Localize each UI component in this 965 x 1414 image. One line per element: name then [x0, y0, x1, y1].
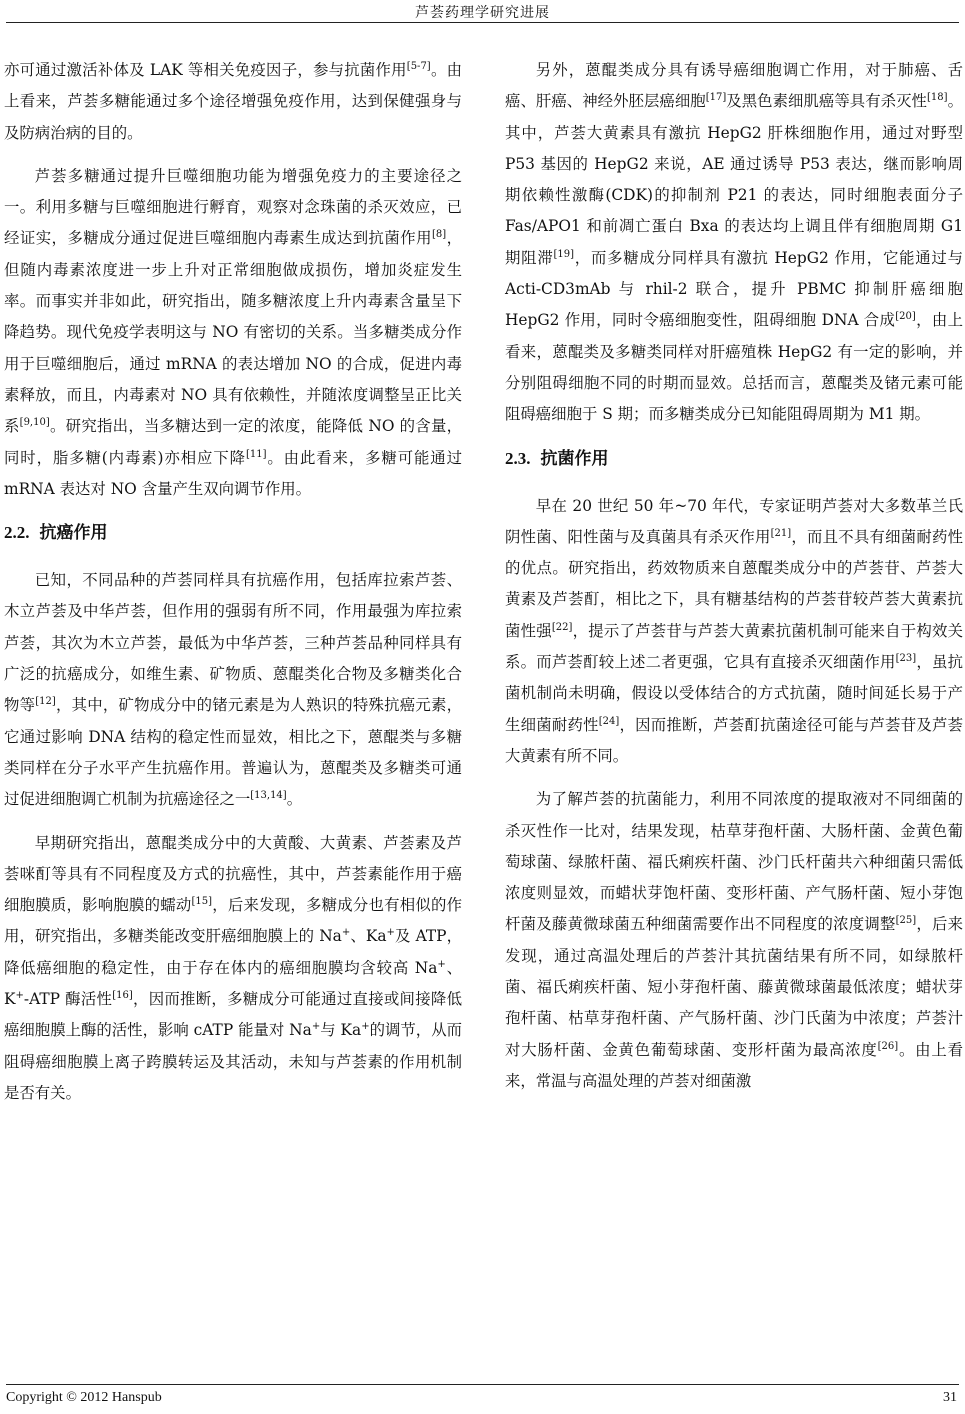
right-column — [505, 55, 963, 1109]
citation: [19] — [553, 248, 575, 260]
section-heading-antibacterial: 2.3. 抗菌作用 — [505, 448, 609, 469]
citation: [5-7] — [406, 60, 431, 72]
section-heading-anticancer: 2.2. 抗癌作用 — [4, 523, 108, 544]
left-column — [4, 55, 462, 1121]
paragraph-anticancer-varieties: 已知，不同品种的芦荟同样具有抗癌作用，包括库拉索芦荟、木立芦荟及中华芦荟，但作用的强弱有所不同，作用最强为库拉索芦荟，其次为木立芦荟，最低为中华芦荟，三种芦荟品种同样具有广泛的抗癌成分，如维生素、矿物质、蒽醌类化合物及多糖类化合物等[12]，其中，矿物成分中的锗元素是为人熟识的特殊抗癌元素，它通过影响 DNA 结构的稳定性而显效，相比之下，蒽醌类与多糖类同样在分子水平产生抗癌作用。普遍认为，蒽醌类及多糖类可通过促进细胞调亡机制为抗癌途径之一[13,14]。 — [4, 571, 462, 809]
footer-divider — [6, 1384, 959, 1385]
paragraph-antibacterial-concentration: 为了解芦荟的抗菌能力，利用不同浓度的提取液对不同细菌的杀灭性作一比对，结果发现，枯草芽孢杆菌、大肠杆菌、金黄色葡萄球菌、绿脓杆菌、福氏痢疾杆菌、沙门氏杆菌共六种细菌只需低浓度则显效，而蜡状芽饱杆菌、变形杆菌、产气肠杆菌、短小芽饱杆菌及藤黄微球菌五种细菌需要作出不同程度的浓度调整[25]，后来发现，通过高温处理后的芦荟汁其抗菌结果有所不同，如绿脓杆菌、福氏痢疾杆菌、短小芽孢杆菌、藤黄微球菌最低浓度；蜡状芽孢杆菌、枯草芽孢杆菌、产气肠杆菌、沙门氏菌为中浓度；芦荟汁对大肠杆菌、金黄色葡萄球菌、变形杆菌为最高浓度[26]。由上看来，常温与高温处理的芦荟对细菌激 — [505, 790, 963, 1090]
citation: [9,10] — [19, 417, 50, 429]
citation: [21] — [770, 527, 792, 539]
citation: [22] — [551, 621, 573, 633]
paragraph-antibacterial-history: 早在 20 世纪 50 年~70 年代，专家证明芦荟对大多数革兰氏阴性菌、阳性菌与及真菌具有杀灭作用[21]，而且不具有细菌耐药性的优点。研究指出，药效物质来自蒽醌类成分中的芦荟苷、芦荟大黄素及芦荟酊，相比之下，具有糖基结构的芦荟苷较芦荟大黄素抗菌性强[22]，提示了芦荟苷与芦荟大黄素抗菌机制可能来自于构效关系。而芦荟酊较上述二者更强，它具有直接杀灭细菌作用[23]，虽抗菌机制尚未明确，假设以受体结合的方式抗菌，随时间延长易于产生细菌耐药性[24]，因而推断，芦荟酊抗菌途径可能与芦荟苷及芦荟大黄素有所不同。 — [505, 496, 963, 765]
citation: [15] — [191, 896, 213, 907]
citation: [12] — [35, 696, 56, 708]
citation: [11] — [245, 448, 267, 460]
citation: [23] — [895, 652, 917, 664]
paragraph-anthraquinone-membrane: 早期研究指出，蒽醌类成分中的大黄酸、大黄素、芦荟素及芦荟咪酊等具有不同程度及方式的抗癌性，其中，芦荟素能作用于癌细胞膜质，影响胞膜的蠕动[15]，后来发现，多糖成分也有相似的作用，研究指出，多糖类能改变肝癌细胞膜上的 Na+、Ka+及 ATP，降低癌细胞的稳定性，由于存在体内的癌细胞膜均含较高 Na+、K+-ATP 酶活性[16]，因而推断，多糖成分可能通过直接或间接降低癌细胞膜上酶的活性，影响 cATP 能量对 Na+与 Ka+的调节，从而阻碍癌细胞膜上离子跨膜转运及其活动，未知与芦荟素的作用机制是否有关。 — [4, 833, 462, 1102]
copyright-notice: Copyright © 2012 Hanspub — [6, 1390, 162, 1405]
paragraph-polysaccharide-macrophage: 芦荟多糖通过提升巨噬细胞功能为增强免疫力的主要途径之一。利用多糖与巨噬细胞进行孵育，观察对念珠菌的杀灭效应，已经证实，多糖成分通过促进巨噬细胞内毒素生成达到抗菌作用[8]，但随内毒素浓度进一步上升对正常细胞做成损伤，增加炎症发生率。而事实并非如此，研究指出，随多糖浓度上升内毒素含量呈下降趋势。现代免疫学表明这与 NO 有密切的关系。当多糖类成分作用于巨噬细胞后，通过 mRNA 的表达增加 NO 的合成，促进内毒素释放，而且，内毒素对 NO 具有依赖性，并随浓度调整呈正比关系[9,10]。研究指出，当多糖达到一定的浓度，能降低 NO 的含量，同时，脂多糖(内毒素)亦相应下降[11]。由此看来，多糖可能通过 mRNA 表达对 NO 含量产生双向调节作用。 — [4, 166, 462, 498]
citation: [24] — [598, 715, 620, 727]
citation: [16] — [112, 989, 133, 1001]
header-divider — [6, 22, 959, 23]
paragraph-apoptosis: 另外，蒽醌类成分具有诱导癌细胞调亡作用，对于肺癌、舌癌、肝癌、神经外胚层癌细胞[17]及黑色素细肌癌等具有杀灭性[18]。其中，芦荟大黄素具有激抗 HepG2 肝株细胞作用，通过对野型 P53 基因的 HepG2 来说，AE 通过诱导 P53 表达，继而影响周期依赖性激酶(CDK)的抑制剂 P21 的表达，同时细胞表面分子 Fas/APO1 和前凋亡蛋白 Bxa 的表达均上调且伴有细胞周期 G1 期阻滞[19]，而多糖成分同样具有激抗 HepG2 作用，它能通过与 Acti-CD3mAb 与 rhil-2 联合，提升 PBMC 抑制肝癌细胞 HepG2 作用，同时令癌细胞变性，阻碍细胞 DNA 合成[20]，由上看来，蒽醌类及多糖类同样对肝癌殖株 HepG2 有一定的影响，并分别阻碍细胞不同的时期而显效。总括而言，蒽醌类及锗元素可能阻碍癌细胞于 S 期；而多糖类成分已知能阻碍周期为 M1 期。 — [505, 61, 963, 424]
page-number: 31 — [943, 1390, 957, 1405]
citation: [20] — [895, 311, 916, 323]
citation: [17] — [705, 92, 727, 104]
running-header: 芦荟药理学研究进展 — [415, 5, 550, 21]
citation: [8] — [431, 229, 447, 241]
citation: [25] — [895, 915, 917, 927]
citation: [13,14] — [250, 790, 287, 802]
citation: [26] — [877, 1040, 899, 1052]
paragraph-immune-cont: 亦可通过激活补体及 LAK 等相关免疫因子，参与抗菌作用[5-7]。由上看来，芦荟多糖能通过多个途径增强免疫作用，达到保健强身与及防病治病的目的。 — [4, 60, 462, 142]
citation: [18] — [927, 92, 948, 104]
